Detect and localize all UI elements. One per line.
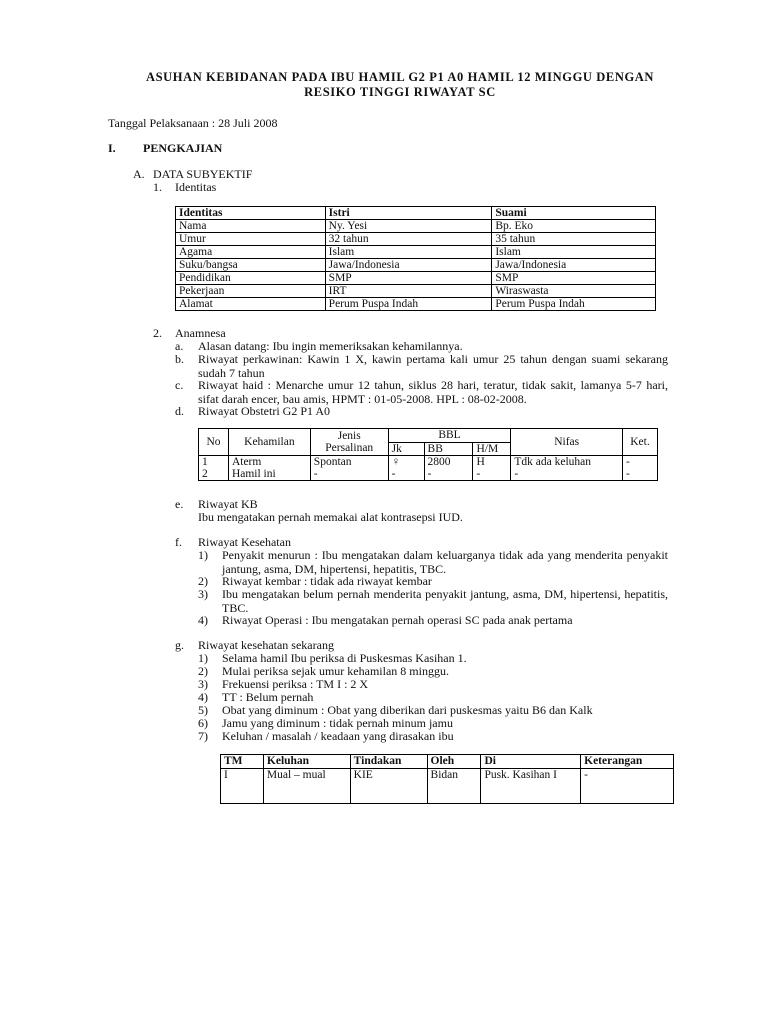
item-number: 1.: [153, 180, 162, 194]
sub-item-text: Obat yang diminum : Obat yang diberikan dari puskesmas yaitu B6 dan Kalk: [222, 703, 593, 717]
table-cell: Aterm: [228, 456, 310, 469]
table-cell: 2: [199, 468, 229, 481]
sub-item-text: TT : Belum pernah: [222, 690, 314, 704]
table-header-row: [176, 207, 656, 220]
table-row: [176, 272, 656, 285]
sub-item-number: 5): [198, 703, 208, 717]
list-item-label: Riwayat Kesehatan: [198, 535, 291, 549]
sub-item-text: Riwayat Operasi : Ibu mengatakan pernah operasi SC pada anak pertama: [222, 613, 573, 627]
table-row: [176, 246, 656, 259]
sub-item-number: 1): [198, 651, 208, 665]
keluhan-table: [220, 754, 674, 804]
table-cell: 2800: [424, 456, 473, 469]
table-cell: Agama: [176, 246, 326, 259]
table-cell: Pusk. Kasihan I: [481, 769, 581, 804]
sub-item-number: 7): [198, 729, 208, 743]
table-header: H/M: [473, 442, 511, 456]
sub-item-number: 4): [198, 613, 208, 627]
table-row: [176, 233, 656, 246]
table-cell: -: [424, 468, 473, 481]
table-header: Suami: [492, 207, 656, 220]
table-cell: -: [622, 456, 657, 469]
table-row: [176, 298, 656, 311]
table-cell: Bidan: [427, 769, 481, 804]
table-row: [199, 456, 658, 469]
section-heading: PENGKAJIAN: [143, 141, 223, 155]
sub-item-text: Keluhan / masalah / keadaan yang dirasakan ibu: [222, 729, 454, 743]
table-cell: 32 tahun: [325, 233, 492, 246]
table-cell: Pendidikan: [176, 272, 326, 285]
table-cell: 1: [199, 456, 229, 469]
list-letter: b.: [175, 352, 184, 366]
table-cell: Jawa/Indonesia: [492, 259, 656, 272]
title-line-2: RESIKO TINGGI RIWAYAT SC: [304, 85, 496, 99]
table-cell: ♀: [388, 456, 424, 469]
list-item-text: Riwayat Obstetri G2 P1 A0: [198, 404, 330, 418]
table-cell: -: [581, 769, 674, 804]
table-header: BB: [424, 442, 473, 456]
table-cell: SMP: [325, 272, 492, 285]
list-letter: d.: [175, 404, 184, 418]
table-row: [221, 769, 674, 804]
table-cell: -: [473, 468, 511, 481]
table-header: Keterangan: [581, 755, 674, 769]
table-cell: Islam: [325, 246, 492, 259]
sub-item-text: Penyakit menurun : Ibu mengatakan dalam keluarganya tidak ada yang menderita penyakit jantung, asma, DM, hipertensi, hepatitis, TBC.: [222, 548, 668, 576]
sub-item-number: 1): [198, 548, 208, 562]
table-header: Di: [481, 755, 581, 769]
table-row: [176, 285, 656, 298]
list-letter: c.: [175, 378, 184, 392]
table-cell: Wiraswasta: [492, 285, 656, 298]
table-header: TM: [221, 755, 264, 769]
title-line-1: ASUHAN KEBIDANAN PADA IBU HAMIL G2 P1 A0 HAMIL 12 MINGGU DENGAN: [145, 70, 655, 84]
table-cell: Pekerjaan: [176, 285, 326, 298]
table-row: [199, 468, 658, 481]
sub-item-text: Ibu mengatakan belum pernah menderita penyakit jantung, asma, DM, hipertensi, hepatitis, TBC.: [222, 587, 668, 615]
table-header: Keluhan: [263, 755, 350, 769]
sub-item-number: 4): [198, 690, 208, 704]
table-cell: Perum Puspa Indah: [492, 298, 656, 311]
list-item-text: Ibu mengatakan pernah memakai alat kontrasepsi IUD.: [198, 510, 463, 524]
table-row: [176, 220, 656, 233]
table-cell: SMP: [492, 272, 656, 285]
table-row: [176, 259, 656, 272]
item-number: 2.: [153, 326, 162, 340]
document-title: [100, 70, 700, 100]
table-header: Tindakan: [350, 755, 427, 769]
sub-item-number: 2): [198, 574, 208, 588]
tanggal-pelaksanaan: Tanggal Pelaksanaan : 28 Juli 2008: [108, 116, 278, 130]
sub-item-text: Mulai periksa sejak umur kehamilan 8 minggu.: [222, 664, 449, 678]
list-item-label: Riwayat KB: [198, 497, 258, 511]
table-cell: Suku/bangsa: [176, 259, 326, 272]
table-header: Identitas: [176, 207, 326, 220]
table-cell: Tdk ada keluhan: [511, 456, 623, 469]
sub-item-number: 3): [198, 677, 208, 691]
list-letter: f.: [175, 535, 182, 549]
table-header: Ket.: [622, 429, 657, 456]
section-number: I.: [108, 141, 116, 155]
item-label: Identitas: [175, 180, 217, 194]
table-cell: Alamat: [176, 298, 326, 311]
table-header: BBL: [388, 429, 511, 443]
table-cell: -: [622, 468, 657, 481]
table-header: Jk: [388, 442, 424, 456]
list-letter: a.: [175, 339, 184, 353]
table-header: No: [199, 429, 229, 456]
table-cell: Ny. Yesi: [325, 220, 492, 233]
table-cell: IRT: [325, 285, 492, 298]
table-cell: -: [511, 468, 623, 481]
list-item-label: Riwayat kesehatan sekarang: [198, 638, 334, 652]
table-header: Nifas: [511, 429, 623, 456]
table-cell: Umur: [176, 233, 326, 246]
subsection-heading: DATA SUBYEKTIF: [153, 167, 253, 181]
item-label: Anamnesa: [175, 326, 226, 340]
table-cell: Nama: [176, 220, 326, 233]
table-cell: H: [473, 456, 511, 469]
table-header: Jenis Persalinan: [310, 429, 388, 456]
table-cell: KIE: [350, 769, 427, 804]
table-cell: Perum Puspa Indah: [325, 298, 492, 311]
sub-item-text: Frekuensi periksa : TM I : 2 X: [222, 677, 369, 691]
table-cell: Spontan: [310, 456, 388, 469]
table-header: Istri: [325, 207, 492, 220]
sub-item-text: Selama hamil Ibu periksa di Puskesmas Kasihan 1.: [222, 651, 467, 665]
table-cell: Bp. Eko: [492, 220, 656, 233]
identitas-table: [175, 206, 656, 311]
subsection-letter: A.: [133, 167, 145, 181]
table-cell: Jawa/Indonesia: [325, 259, 492, 272]
table-header-row: [199, 429, 658, 443]
table-cell: -: [310, 468, 388, 481]
table-cell: I: [221, 769, 264, 804]
table-header: Kehamilan: [228, 429, 310, 456]
table-header: Oleh: [427, 755, 481, 769]
list-letter: g.: [175, 638, 184, 652]
list-item-text: Riwayat perkawinan: Kawin 1 X, kawin pertama kali umur 25 tahun dengan suami sekarang sudah 7 tahun: [198, 352, 668, 380]
list-item-text: Alasan datang: Ibu ingin memeriksakan kehamilannya.: [198, 339, 463, 353]
list-item-text: Riwayat haid : Menarche umur 12 tahun, siklus 28 hari, teratur, tidak sakit, lamanya 5-7 hari, sifat darah encer, bau amis, HPMT : 01-05-2008. HPL : 08-02-2008.: [198, 378, 668, 406]
sub-item-number: 3): [198, 587, 208, 601]
list-letter: e.: [175, 497, 184, 511]
table-cell: -: [388, 468, 424, 481]
obstetri-table: [198, 428, 658, 481]
table-cell: 35 tahun: [492, 233, 656, 246]
table-cell: Hamil ini: [228, 468, 310, 481]
sub-item-number: 6): [198, 716, 208, 730]
table-cell: Islam: [492, 246, 656, 259]
sub-item-text: Jamu yang diminum : tidak pernah minum jamu: [222, 716, 453, 730]
sub-item-number: 2): [198, 664, 208, 678]
table-cell: Mual – mual: [263, 769, 350, 804]
table-header-row: [221, 755, 674, 769]
sub-item-text: Riwayat kembar : tidak ada riwayat kembar: [222, 574, 432, 588]
